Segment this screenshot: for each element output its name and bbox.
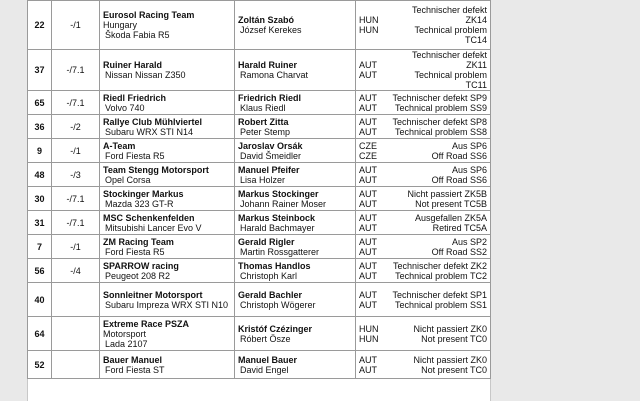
team-name: Bauer Manuel [103, 354, 163, 365]
retirement-reason: Technischer defekt SP8 [392, 116, 487, 127]
codriver-name: Harald Bachmayer [240, 222, 315, 233]
crew-cell [235, 50, 356, 91]
nationality: HUN [359, 15, 379, 25]
retirement-reason: Not present TC5B [415, 198, 487, 209]
retirement-reason-cell [381, 211, 491, 235]
codriver-name: Peter Stemp [240, 126, 291, 137]
retirement-reason-cell [381, 1, 491, 50]
codriver-name: Róbert Ösze [240, 333, 291, 344]
retirement-reason: Aus SP2 [451, 236, 487, 247]
nationality-cell [356, 163, 381, 187]
team-cell [100, 91, 235, 115]
crew-cell [235, 139, 356, 163]
class-position: -/1 [52, 235, 100, 259]
nationality-cell [356, 187, 381, 211]
retirement-reason: TC11 [465, 80, 487, 90]
retirement-reason-cell [381, 163, 491, 187]
team-name: A-Team [103, 140, 136, 151]
retirement-reason: TC14 [464, 35, 487, 45]
crew-cell [235, 1, 356, 50]
retirement-reason: Technical problem [414, 25, 487, 35]
nationality-cell [356, 283, 381, 317]
nationality: AUT [359, 102, 377, 113]
retirement-reason-cell [381, 115, 491, 139]
nationality-cell [356, 235, 381, 259]
nationality-cell [356, 50, 381, 91]
class-position: -/2 [52, 115, 100, 139]
nationality: CZE [359, 140, 377, 151]
team-name: Stockinger Markus [103, 188, 184, 199]
team-name: Riedl Friedrich [103, 92, 167, 103]
table-row [28, 115, 491, 139]
class-position: -/7.1 [52, 91, 100, 115]
team-cell [100, 163, 235, 187]
team-name: Ruiner Harald [103, 60, 163, 70]
team-cell [100, 187, 235, 211]
crew-cell [235, 259, 356, 283]
codriver-name: Christoph Karl [240, 270, 298, 281]
table-row [28, 317, 491, 351]
codriver-name: Christoph Wögerer [240, 299, 316, 310]
nationality: AUT [359, 236, 377, 247]
team-name: ZM Racing Team [103, 236, 174, 247]
retirement-reason: Aus SP6 [451, 164, 487, 175]
table-row [28, 91, 491, 115]
retirement-reason: Ausgefallen ZK5A [414, 212, 487, 223]
start-number: 65 [28, 91, 52, 115]
class-position [52, 283, 100, 317]
codriver-name: Johann Rainer Moser [240, 198, 327, 209]
retirement-reason-cell [381, 50, 491, 91]
nationality: AUT [359, 222, 377, 233]
retirement-reason: Technical problem SS9 [394, 102, 487, 113]
team-cell [100, 139, 235, 163]
nationality: AUT [359, 164, 377, 175]
nationality: AUT [359, 364, 377, 375]
car-model: Ford Fiesta R5 [105, 150, 165, 161]
team-name: Team Stengg Motorsport [103, 164, 209, 175]
car-model: Nissan Nissan Z350 [105, 70, 186, 80]
nationality-cell [356, 259, 381, 283]
nationality: AUT [359, 289, 377, 300]
driver-name: Markus Steinbock [238, 212, 316, 223]
retirement-reason: Technical problem [414, 70, 487, 80]
start-number: 31 [28, 211, 52, 235]
nationality-cell [356, 1, 381, 50]
retirement-reason: ZK14 [465, 15, 487, 25]
nationality: HUN [359, 333, 379, 344]
retirement-reason: Nicht passiert ZK0 [413, 323, 487, 334]
retirement-reason: Off Road SS6 [431, 174, 487, 185]
retirement-reason: Off Road SS6 [431, 150, 487, 161]
table-row [28, 351, 491, 379]
nationality-cell [356, 211, 381, 235]
retirement-reason: Retired TC5A [432, 222, 487, 233]
retirement-reason: ZK11 [466, 60, 487, 70]
nationality: HUN [359, 25, 379, 35]
start-number: 52 [28, 351, 52, 379]
class-position: -/7.1 [52, 211, 100, 235]
nationality: HUN [359, 323, 379, 334]
codriver-name: Lisa Holzer [240, 174, 286, 185]
crew-cell [235, 163, 356, 187]
crew-cell [235, 187, 356, 211]
table-row [28, 163, 491, 187]
retirement-reason: Technischer defekt ZK2 [392, 260, 487, 271]
nationality: AUT [359, 174, 377, 185]
team-cell [100, 317, 235, 351]
car-model: Peugeot 208 R2 [105, 270, 171, 281]
retirement-reason-cell [381, 139, 491, 163]
class-position: -/1 [52, 139, 100, 163]
car-model: Mitsubishi Lancer Evo V [105, 222, 202, 233]
codriver-name: József Kerekes [240, 25, 302, 35]
table-row [28, 235, 491, 259]
retirement-reason: Technischer defekt SP9 [392, 92, 487, 103]
codriver-name: Martin Rossgatterer [240, 246, 320, 257]
car-model: Škoda Fabia R5 [105, 30, 170, 40]
start-number: 64 [28, 317, 52, 351]
nationality-cell [356, 317, 381, 351]
driver-name: Friedrich Riedl [238, 92, 302, 103]
nationality: AUT [359, 60, 377, 70]
codriver-name: Klaus Riedl [240, 102, 286, 113]
class-position: -/4 [52, 259, 100, 283]
retirement-reason-cell [381, 351, 491, 379]
class-position [52, 351, 100, 379]
codriver-name: Ramona Charvat [240, 70, 309, 80]
class-position: -/1 [52, 1, 100, 50]
retirement-reason-cell [381, 235, 491, 259]
class-position: -/7.1 [52, 187, 100, 211]
driver-name: Kristóf Czézinger [238, 323, 313, 334]
driver-name: Harald Ruiner [238, 60, 298, 70]
nationality-cell [356, 115, 381, 139]
car-model: Ford Fiesta R5 [105, 246, 165, 257]
start-number: 9 [28, 139, 52, 163]
team-name: Eurosol Racing Team [103, 10, 195, 20]
retirement-reason: Not present TC0 [421, 333, 487, 344]
retirement-reason-cell [381, 259, 491, 283]
crew-cell [235, 351, 356, 379]
class-position [52, 317, 100, 351]
driver-name: Markus Stockinger [238, 188, 319, 199]
nationality: CZE [359, 150, 377, 161]
table-row [28, 211, 491, 235]
nationality: AUT [359, 270, 377, 281]
retirement-reason: Technischer defekt [411, 5, 487, 15]
car-model: Opel Corsa [105, 174, 151, 185]
start-number: 48 [28, 163, 52, 187]
team-cell [100, 50, 235, 91]
retirement-reason: Technical problem SS1 [394, 299, 487, 310]
left-margin [0, 0, 28, 401]
driver-name: Gerald Rigler [238, 236, 295, 247]
nationality: AUT [359, 354, 377, 365]
crew-cell [235, 235, 356, 259]
crew-cell [235, 115, 356, 139]
team-name: Extreme Race PSZA [103, 318, 190, 329]
nationality-cell [356, 351, 381, 379]
driver-name: Gerald Bachler [238, 289, 303, 300]
retirement-reason-cell [381, 317, 491, 351]
car-model: Subaru WRX STI N14 [105, 126, 194, 137]
driver-name: Zoltán Szabó [238, 15, 294, 25]
team-name: Motorsport [103, 328, 147, 339]
team-cell [100, 211, 235, 235]
crew-cell [235, 211, 356, 235]
nationality: AUT [359, 212, 377, 223]
table-row [28, 187, 491, 211]
table-row [28, 50, 491, 91]
team-name: Sonnleitner Motorsport [103, 289, 203, 300]
team-cell [100, 115, 235, 139]
start-number: 56 [28, 259, 52, 283]
car-model: Volvo 740 [105, 102, 145, 113]
team-name: MSC Schenkenfelden [103, 212, 195, 223]
nationality-cell [356, 91, 381, 115]
nationality: AUT [359, 246, 377, 257]
right-margin [490, 0, 640, 401]
car-model: Subaru Impreza WRX STI N10 [105, 299, 229, 310]
start-number: 30 [28, 187, 52, 211]
retirement-reason: Nicht passiert ZK0 [413, 354, 487, 365]
nationality: AUT [359, 126, 377, 137]
team-cell [100, 1, 235, 50]
retirement-reason-cell [381, 187, 491, 211]
car-model: Ford Fiesta ST [105, 364, 165, 375]
nationality: AUT [359, 188, 377, 199]
start-number: 37 [28, 50, 52, 91]
nationality: AUT [359, 116, 377, 127]
table-row [28, 283, 491, 317]
retirements-table [27, 0, 491, 379]
retirement-reason-cell [381, 91, 491, 115]
table-row [28, 259, 491, 283]
start-number: 40 [28, 283, 52, 317]
driver-name: Robert Zitta [238, 116, 289, 127]
team-cell [100, 283, 235, 317]
car-model: Mazda 323 GT-R [105, 198, 174, 209]
crew-cell [235, 317, 356, 351]
start-number: 36 [28, 115, 52, 139]
retirement-reason: Technischer defekt SP1 [392, 289, 487, 300]
retirement-reason: Aus SP6 [451, 140, 487, 151]
retirement-reason: Nicht passiert ZK5B [407, 188, 487, 199]
team-name: Hungary [103, 20, 138, 30]
nationality: AUT [359, 70, 377, 80]
retirement-reason: Technischer defekt [411, 50, 487, 60]
team-name: Rallye Club Mühlviertel [103, 116, 203, 127]
driver-name: Jaroslav Orsák [238, 140, 303, 151]
retirement-reason: Not present TC0 [421, 364, 487, 375]
team-cell [100, 351, 235, 379]
class-position: -/3 [52, 163, 100, 187]
retirement-reason: Technical problem SS8 [394, 126, 487, 137]
retirement-reason-cell [381, 283, 491, 317]
table-row [28, 1, 491, 50]
crew-cell [235, 91, 356, 115]
table-row [28, 139, 491, 163]
start-number: 22 [28, 1, 52, 50]
codriver-name: David Šmeidler [240, 150, 302, 161]
team-cell [100, 259, 235, 283]
nationality: AUT [359, 92, 377, 103]
nationality: AUT [359, 198, 377, 209]
crew-cell [235, 283, 356, 317]
car-model: Lada 2107 [105, 338, 148, 349]
nationality: AUT [359, 260, 377, 271]
driver-name: Thomas Handlos [238, 260, 311, 271]
retirement-reason: Off Road SS2 [431, 246, 487, 257]
team-cell [100, 235, 235, 259]
driver-name: Manuel Bauer [238, 354, 298, 365]
class-position: -/7.1 [52, 50, 100, 91]
start-number: 7 [28, 235, 52, 259]
nationality: AUT [359, 299, 377, 310]
team-name: SPARROW racing [103, 260, 179, 271]
codriver-name: David Engel [240, 364, 289, 375]
nationality-cell [356, 139, 381, 163]
driver-name: Manuel Pfeifer [238, 164, 300, 175]
retirement-reason: Technical problem TC2 [395, 270, 487, 281]
